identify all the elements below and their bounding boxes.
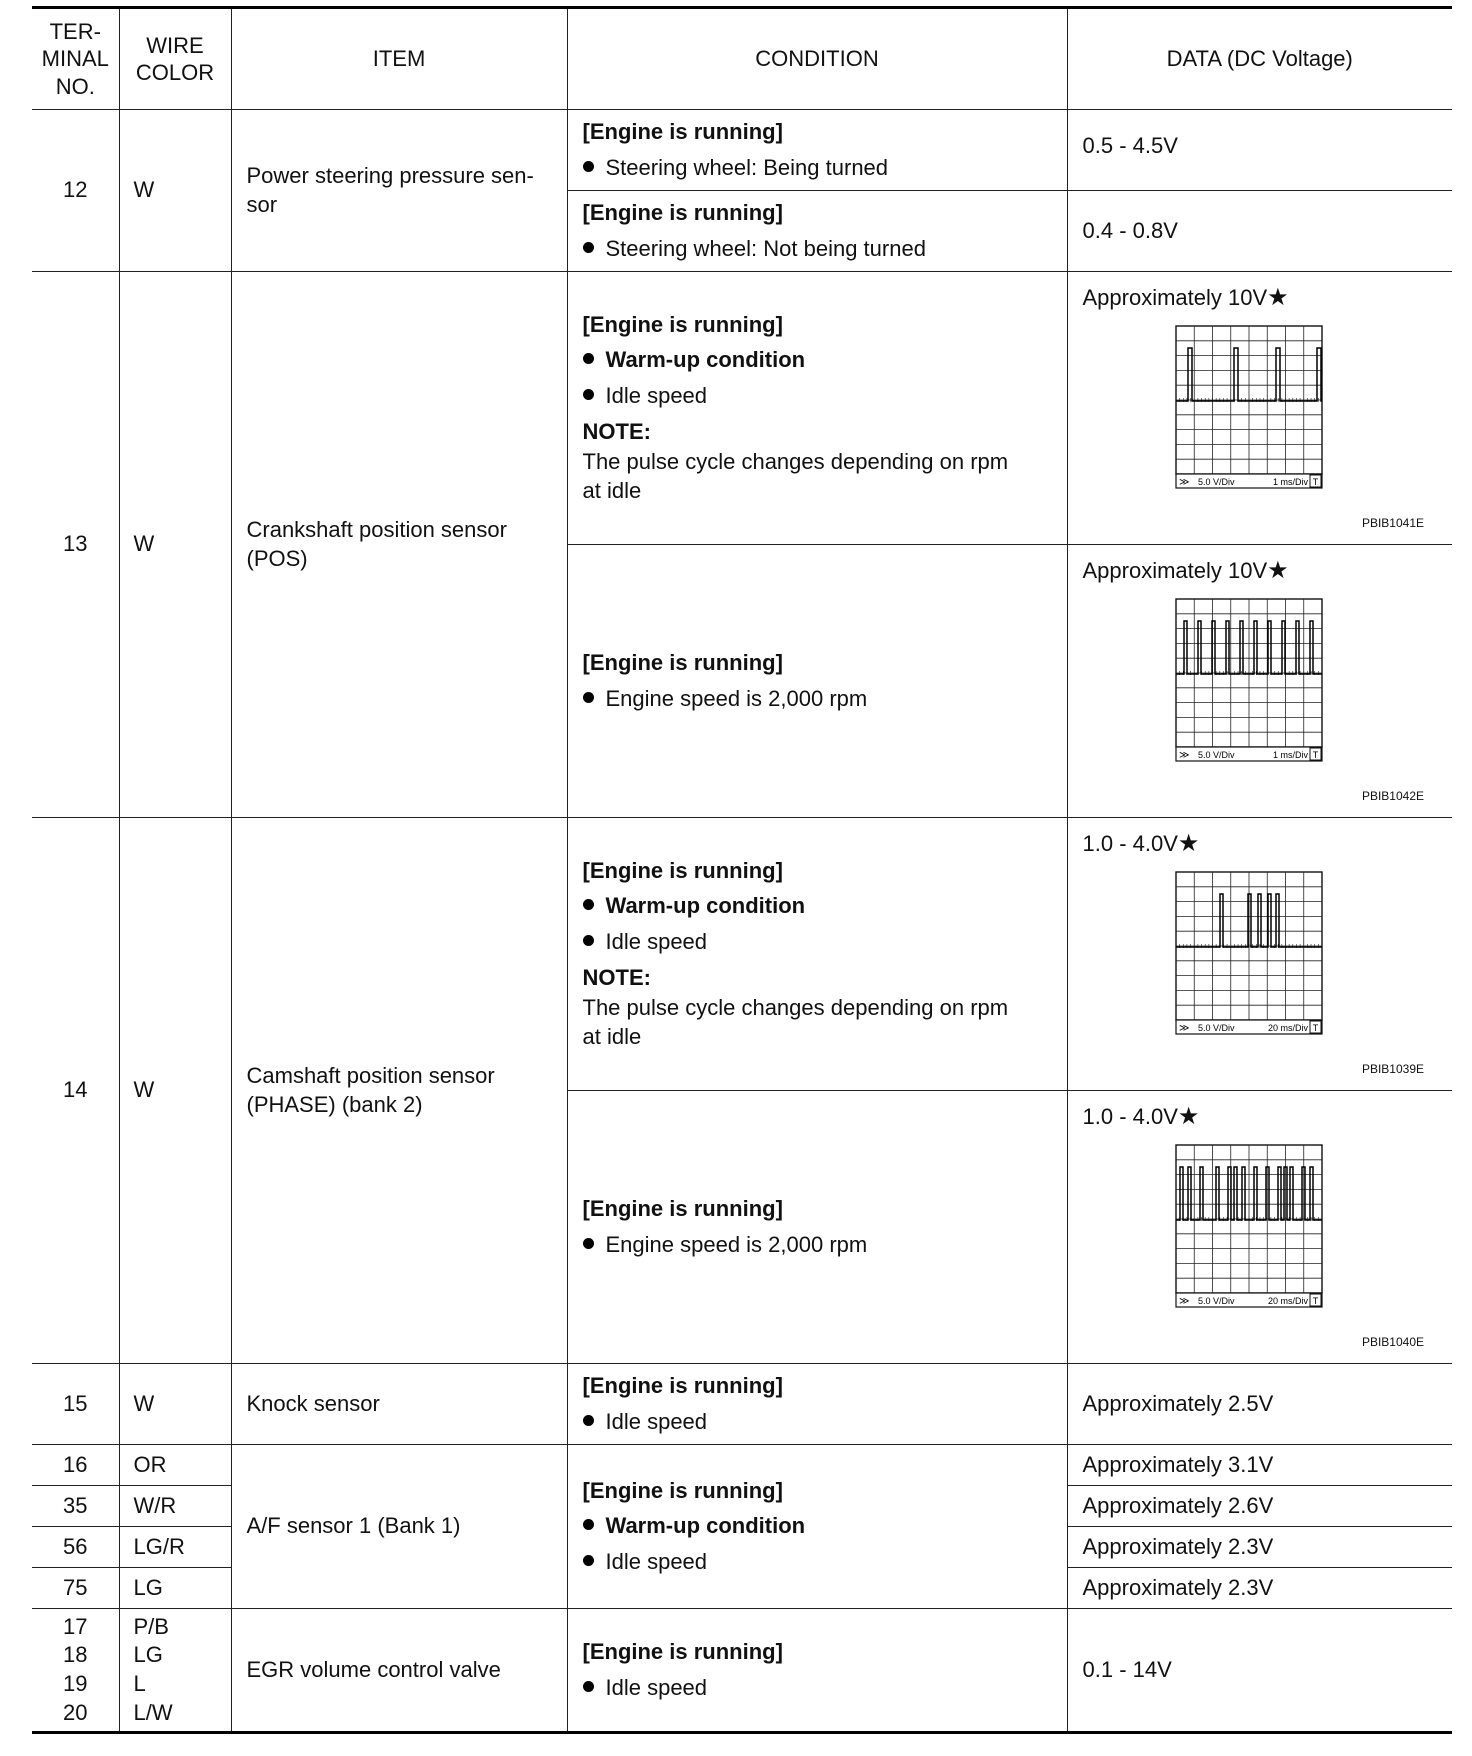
table-row xyxy=(32,110,1452,191)
data-cell: 0.1 - 14V xyxy=(1067,1609,1452,1733)
note-line: at idle xyxy=(582,477,642,503)
condition-bullet xyxy=(583,154,1052,183)
data-cell: Approximately 2.5V xyxy=(1067,1364,1452,1445)
scope-arrow-icon: ≫ xyxy=(1178,750,1189,761)
scope-arrow-icon: ≫ xyxy=(1178,477,1189,488)
bullet-icon xyxy=(583,389,594,400)
scope-volt-label: 5.0 V/Div xyxy=(1197,1296,1235,1306)
condition-bullet xyxy=(583,346,1052,375)
terminal-no: 13 xyxy=(32,272,119,818)
note-text xyxy=(583,994,1052,1051)
waveform-value xyxy=(1083,1101,1438,1132)
figure-code: PBIB1040E xyxy=(1361,1335,1424,1349)
scope-arrow-icon: ≫ xyxy=(1178,1023,1189,1034)
waveform-value-text: Approximately 10V xyxy=(1082,558,1268,583)
bullet-text: Idle speed xyxy=(605,928,708,954)
header-item: ITEM xyxy=(231,8,567,110)
bullet-text: Steering wheel: Not being turned xyxy=(605,235,926,261)
item-cell xyxy=(231,818,567,1364)
oscilloscope-waveform xyxy=(1174,324,1340,504)
terminal-no: 16 xyxy=(32,1445,119,1486)
wire-color-text: LG xyxy=(133,1642,163,1668)
ecm-terminal-table xyxy=(32,6,1452,1734)
figure-code: PBIB1042E xyxy=(1361,789,1424,803)
item-cell xyxy=(231,272,567,818)
condition-cell xyxy=(567,110,1067,191)
star-icon: ★ xyxy=(1267,284,1289,311)
terminal-no-text: 20 xyxy=(63,1699,88,1725)
wire-color: W xyxy=(119,272,231,818)
data-cell: Approximately 2.6V xyxy=(1067,1486,1452,1527)
header-row xyxy=(32,8,1452,110)
scope-arrow-icon: ≫ xyxy=(1178,1296,1189,1307)
data-cell: 0.5 - 4.5V xyxy=(1067,110,1452,191)
terminal-no-text: 18 xyxy=(63,1642,88,1668)
scope-time-label: 1 ms/Div xyxy=(1272,750,1308,760)
terminal-no-text: 19 xyxy=(63,1671,88,1696)
scope-trigger-label: T xyxy=(1312,477,1318,487)
table-row xyxy=(32,1445,1452,1486)
condition-title: [Engine is running] xyxy=(582,118,783,144)
scope-trigger-label: T xyxy=(1312,1023,1318,1033)
table-row xyxy=(32,1609,1452,1733)
wire-color-text: L xyxy=(133,1671,146,1696)
bullet-icon xyxy=(583,692,594,703)
note-label: NOTE: xyxy=(582,964,651,990)
terminal-no: 14 xyxy=(32,818,119,1364)
wire-color: OR xyxy=(119,1445,231,1486)
condition-title: [Engine is running] xyxy=(582,649,783,675)
wire-color: LG/R xyxy=(119,1527,231,1568)
bullet-icon xyxy=(583,353,594,364)
item-text: Camshaft position sensor xyxy=(246,1062,495,1088)
wire-color: W xyxy=(119,110,231,272)
note-line: The pulse cycle changes depending on rpm xyxy=(582,449,1009,475)
waveform-value-text: Approximately 10V xyxy=(1082,285,1268,310)
table-row xyxy=(32,272,1452,545)
scope-time-label: 1 ms/Div xyxy=(1272,477,1308,487)
header-terminal-line1: TER- xyxy=(49,18,101,44)
bullet-icon xyxy=(583,1519,594,1530)
scope-trigger-label: T xyxy=(1312,1296,1318,1306)
bullet-text: Idle speed xyxy=(605,1408,708,1434)
header-terminal xyxy=(32,8,119,110)
bullet-text: Idle speed xyxy=(605,382,708,408)
condition-title: [Engine is running] xyxy=(582,1372,783,1398)
wire-color: W xyxy=(119,1364,231,1445)
item-text: Power steering pressure sen- xyxy=(246,162,534,188)
condition-bullet xyxy=(583,1548,1052,1577)
condition-cell xyxy=(567,1445,1067,1609)
condition-bullet xyxy=(583,892,1052,921)
item-text: (POS) xyxy=(246,545,308,571)
condition-title: [Engine is running] xyxy=(582,1638,783,1664)
bullet-text: Steering wheel: Being turned xyxy=(605,154,889,180)
oscilloscope-waveform xyxy=(1174,597,1340,777)
waveform-value-text: 1.0 - 4.0V xyxy=(1082,1104,1178,1129)
condition-cell xyxy=(567,545,1067,818)
header-data: DATA (DC Voltage) xyxy=(1067,8,1452,110)
condition-bullet xyxy=(583,1512,1052,1541)
item-text: (PHASE) (bank 2) xyxy=(246,1091,423,1117)
figure-code: PBIB1041E xyxy=(1361,516,1424,530)
terminal-no: 15 xyxy=(32,1364,119,1445)
scope-volt-label: 5.0 V/Div xyxy=(1197,750,1235,760)
waveform-value xyxy=(1083,828,1438,859)
condition-cell xyxy=(567,1609,1067,1733)
condition-title: [Engine is running] xyxy=(582,1195,783,1221)
condition-title: [Engine is running] xyxy=(582,1477,783,1503)
bullet-icon xyxy=(583,161,594,172)
wire-color: LG xyxy=(119,1568,231,1609)
terminal-no-text: 17 xyxy=(63,1613,88,1639)
scope-volt-label: 5.0 V/Div xyxy=(1197,1023,1235,1033)
wire-color xyxy=(119,1609,231,1733)
waveform-cell xyxy=(1067,1091,1452,1364)
condition-bullet xyxy=(583,1231,1052,1260)
wire-color-text: P/B xyxy=(133,1613,169,1639)
header-wire-line1: WIRE xyxy=(146,32,204,58)
bullet-icon xyxy=(583,1415,594,1426)
condition-bullet xyxy=(583,1408,1052,1437)
data-cell: Approximately 2.3V xyxy=(1067,1568,1452,1609)
waveform-value xyxy=(1083,555,1438,586)
bullet-text: Warm-up condition xyxy=(605,893,806,919)
scope-time-label: 20 ms/Div xyxy=(1267,1023,1308,1033)
header-terminal-line3: NO. xyxy=(55,73,95,99)
oscilloscope-waveform xyxy=(1174,1143,1340,1323)
bullet-text: Warm-up condition xyxy=(605,1513,806,1539)
bullet-icon xyxy=(583,1681,594,1692)
terminal-no xyxy=(32,1609,119,1733)
table-row xyxy=(32,818,1452,1091)
bullet-icon xyxy=(583,899,594,910)
item-cell: Knock sensor xyxy=(231,1364,567,1445)
condition-bullet xyxy=(583,382,1052,411)
bullet-text: Engine speed is 2,000 rpm xyxy=(605,685,868,711)
data-cell: Approximately 2.3V xyxy=(1067,1527,1452,1568)
bullet-text: Idle speed xyxy=(605,1548,708,1574)
condition-title: [Engine is running] xyxy=(582,199,783,225)
item-text: Crankshaft position sensor xyxy=(246,516,507,542)
table-row xyxy=(32,1364,1452,1445)
bullet-text: Engine speed is 2,000 rpm xyxy=(605,1231,868,1257)
data-cell: 0.4 - 0.8V xyxy=(1067,191,1452,272)
item-cell: A/F sensor 1 (Bank 1) xyxy=(231,1445,567,1609)
wire-color: W xyxy=(119,818,231,1364)
bullet-text: Warm-up condition xyxy=(605,347,806,373)
note-label: NOTE: xyxy=(582,418,651,444)
condition-cell xyxy=(567,1091,1067,1364)
condition-cell xyxy=(567,818,1067,1091)
condition-bullet xyxy=(583,235,1052,264)
terminal-no: 12 xyxy=(32,110,119,272)
header-terminal-line2: MINAL xyxy=(41,46,109,72)
item-cell xyxy=(231,110,567,272)
condition-cell xyxy=(567,272,1067,545)
bullet-icon xyxy=(583,1555,594,1566)
note-line: at idle xyxy=(582,1023,642,1049)
waveform-cell xyxy=(1067,545,1452,818)
wire-color: W/R xyxy=(119,1486,231,1527)
terminal-no: 56 xyxy=(32,1527,119,1568)
figure-code: PBIB1039E xyxy=(1361,1062,1424,1076)
condition-title: [Engine is running] xyxy=(582,311,783,337)
item-text: sor xyxy=(246,191,278,217)
star-icon: ★ xyxy=(1177,830,1200,857)
note-text xyxy=(583,448,1052,505)
condition-bullet xyxy=(583,1674,1052,1703)
star-icon: ★ xyxy=(1177,1103,1200,1130)
bullet-icon xyxy=(583,935,594,946)
note-line: The pulse cycle changes depending on rpm xyxy=(582,995,1009,1021)
bullet-icon xyxy=(583,1238,594,1249)
header-condition: CONDITION xyxy=(567,8,1067,110)
waveform-value-text: 1.0 - 4.0V xyxy=(1082,831,1178,856)
item-cell: EGR volume control valve xyxy=(231,1609,567,1733)
oscilloscope-waveform xyxy=(1174,870,1340,1050)
waveform-cell xyxy=(1067,818,1452,1091)
condition-bullet xyxy=(583,685,1052,714)
wire-color-text: L/W xyxy=(133,1699,173,1725)
condition-cell xyxy=(567,1364,1067,1445)
header-wire xyxy=(119,8,231,110)
scope-volt-label: 5.0 V/Div xyxy=(1197,477,1235,487)
terminal-no: 75 xyxy=(32,1568,119,1609)
data-cell: Approximately 3.1V xyxy=(1067,1445,1452,1486)
scope-time-label: 20 ms/Div xyxy=(1267,1296,1308,1306)
star-icon: ★ xyxy=(1267,557,1289,584)
condition-cell xyxy=(567,191,1067,272)
bullet-icon xyxy=(583,242,594,253)
waveform-cell xyxy=(1067,272,1452,545)
condition-title: [Engine is running] xyxy=(582,857,783,883)
terminal-no: 35 xyxy=(32,1486,119,1527)
scope-trigger-label: T xyxy=(1312,750,1318,760)
header-wire-line2: COLOR xyxy=(135,60,215,85)
waveform-value xyxy=(1083,282,1438,313)
bullet-text: Idle speed xyxy=(605,1674,708,1700)
condition-bullet xyxy=(583,928,1052,957)
